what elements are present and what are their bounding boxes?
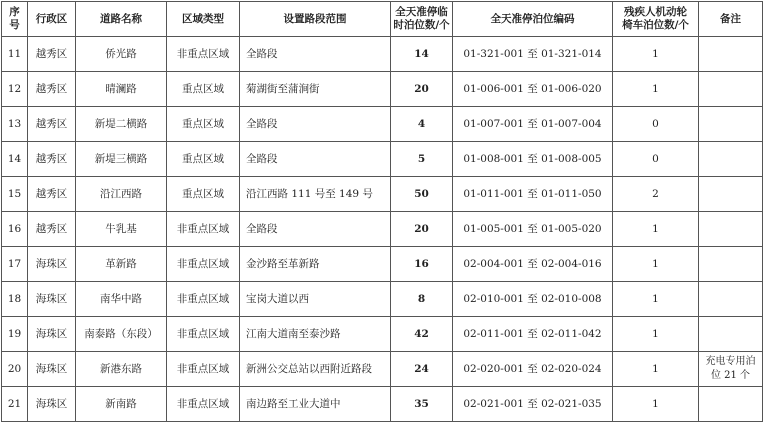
cell-count: 4 xyxy=(391,107,453,142)
table-row xyxy=(2,142,763,177)
cell-accessible: 1 xyxy=(613,212,699,247)
cell-note xyxy=(699,142,763,177)
cell-accessible: 0 xyxy=(613,142,699,177)
cell-accessible: 0 xyxy=(613,107,699,142)
table-row xyxy=(2,317,763,352)
cell-count: 24 xyxy=(391,352,453,387)
cell-zone: 非重点区域 xyxy=(167,282,240,317)
cell-zone: 非重点区域 xyxy=(167,37,240,72)
cell-count: 14 xyxy=(391,37,453,72)
cell-note: 充电专用泊 位 21 个 xyxy=(699,352,763,387)
cell-zone: 非重点区域 xyxy=(167,247,240,282)
header-accessible: 残疾人机动轮 椅车泊位数/个 xyxy=(613,2,699,37)
header-note: 备注 xyxy=(699,2,763,37)
header-seq: 序 号 xyxy=(2,2,28,37)
cell-road: 南泰路（东段） xyxy=(76,317,167,352)
cell-accessible: 1 xyxy=(613,247,699,282)
table-row xyxy=(2,282,763,317)
header-row xyxy=(2,2,763,37)
cell-accessible: 1 xyxy=(613,317,699,352)
cell-seq: 18 xyxy=(2,282,28,317)
cell-range: 南边路至工业大道中 xyxy=(240,387,391,422)
cell-road: 沿江西路 xyxy=(76,177,167,212)
cell-zone: 非重点区域 xyxy=(167,212,240,247)
cell-district: 越秀区 xyxy=(28,212,76,247)
cell-road: 南华中路 xyxy=(76,282,167,317)
cell-seq: 11 xyxy=(2,37,28,72)
table-row xyxy=(2,107,763,142)
cell-district: 越秀区 xyxy=(28,37,76,72)
table-row xyxy=(2,352,763,387)
header-zone: 区域类型 xyxy=(167,2,240,37)
cell-zone: 重点区域 xyxy=(167,177,240,212)
cell-codes: 02-021-001 至 02-021-035 xyxy=(453,387,613,422)
cell-codes: 01-008-001 至 01-008-005 xyxy=(453,142,613,177)
cell-range: 江南大道南至泰沙路 xyxy=(240,317,391,352)
cell-note xyxy=(699,212,763,247)
cell-count: 42 xyxy=(391,317,453,352)
cell-range: 全路段 xyxy=(240,212,391,247)
cell-count: 16 xyxy=(391,247,453,282)
cell-accessible: 1 xyxy=(613,352,699,387)
header-road: 道路名称 xyxy=(76,2,167,37)
header-district: 行政区 xyxy=(28,2,76,37)
cell-range: 宝岗大道以西 xyxy=(240,282,391,317)
cell-road: 新南路 xyxy=(76,387,167,422)
cell-codes: 02-011-001 至 02-011-042 xyxy=(453,317,613,352)
cell-codes: 02-010-001 至 02-010-008 xyxy=(453,282,613,317)
header-codes: 全天准停泊位编码 xyxy=(453,2,613,37)
cell-count: 20 xyxy=(391,72,453,107)
cell-codes: 01-011-001 至 01-011-050 xyxy=(453,177,613,212)
cell-road: 侨光路 xyxy=(76,37,167,72)
cell-range: 新洲公交总站以西附近路段 xyxy=(240,352,391,387)
cell-district: 越秀区 xyxy=(28,107,76,142)
cell-zone: 非重点区域 xyxy=(167,387,240,422)
cell-codes: 02-004-001 至 02-004-016 xyxy=(453,247,613,282)
cell-note xyxy=(699,387,763,422)
cell-seq: 14 xyxy=(2,142,28,177)
cell-count: 8 xyxy=(391,282,453,317)
cell-note xyxy=(699,37,763,72)
cell-seq: 20 xyxy=(2,352,28,387)
cell-count: 35 xyxy=(391,387,453,422)
cell-district: 越秀区 xyxy=(28,72,76,107)
cell-road: 革新路 xyxy=(76,247,167,282)
cell-district: 海珠区 xyxy=(28,387,76,422)
cell-district: 越秀区 xyxy=(28,177,76,212)
cell-count: 50 xyxy=(391,177,453,212)
cell-note xyxy=(699,72,763,107)
cell-zone: 非重点区域 xyxy=(167,317,240,352)
cell-zone: 重点区域 xyxy=(167,72,240,107)
cell-road: 晴澜路 xyxy=(76,72,167,107)
cell-codes: 01-006-001 至 01-006-020 xyxy=(453,72,613,107)
cell-seq: 19 xyxy=(2,317,28,352)
table-row xyxy=(2,177,763,212)
cell-note xyxy=(699,177,763,212)
cell-count: 5 xyxy=(391,142,453,177)
parking-table xyxy=(1,1,763,422)
cell-range: 全路段 xyxy=(240,37,391,72)
cell-seq: 15 xyxy=(2,177,28,212)
table-row xyxy=(2,247,763,282)
table-row xyxy=(2,37,763,72)
cell-road: 新港东路 xyxy=(76,352,167,387)
cell-zone: 非重点区域 xyxy=(167,352,240,387)
cell-district: 海珠区 xyxy=(28,352,76,387)
cell-road: 新堤三横路 xyxy=(76,142,167,177)
cell-note xyxy=(699,107,763,142)
cell-road: 新堤二横路 xyxy=(76,107,167,142)
cell-count: 20 xyxy=(391,212,453,247)
cell-district: 海珠区 xyxy=(28,247,76,282)
cell-codes: 01-007-001 至 01-007-004 xyxy=(453,107,613,142)
cell-accessible: 1 xyxy=(613,37,699,72)
table-row xyxy=(2,212,763,247)
cell-accessible: 1 xyxy=(613,387,699,422)
cell-range: 金沙路至革新路 xyxy=(240,247,391,282)
cell-district: 海珠区 xyxy=(28,317,76,352)
cell-note xyxy=(699,247,763,282)
table-row xyxy=(2,387,763,422)
cell-accessible: 2 xyxy=(613,177,699,212)
cell-codes: 01-321-001 至 01-321-014 xyxy=(453,37,613,72)
cell-range: 菊湖街至蒲涧街 xyxy=(240,72,391,107)
cell-accessible: 1 xyxy=(613,72,699,107)
cell-codes: 02-020-001 至 02-020-024 xyxy=(453,352,613,387)
cell-range: 沿江西路 111 号至 149 号 xyxy=(240,177,391,212)
header-range: 设置路段范围 xyxy=(240,2,391,37)
cell-range: 全路段 xyxy=(240,107,391,142)
cell-codes: 01-005-001 至 01-005-020 xyxy=(453,212,613,247)
cell-seq: 16 xyxy=(2,212,28,247)
cell-note xyxy=(699,282,763,317)
cell-range: 全路段 xyxy=(240,142,391,177)
header-count: 全天准停临 时泊位数/个 xyxy=(391,2,453,37)
cell-road: 牛乳基 xyxy=(76,212,167,247)
cell-zone: 重点区域 xyxy=(167,107,240,142)
cell-seq: 21 xyxy=(2,387,28,422)
cell-district: 海珠区 xyxy=(28,282,76,317)
table-row xyxy=(2,72,763,107)
cell-seq: 12 xyxy=(2,72,28,107)
cell-seq: 17 xyxy=(2,247,28,282)
cell-zone: 重点区域 xyxy=(167,142,240,177)
cell-note xyxy=(699,317,763,352)
cell-accessible: 1 xyxy=(613,282,699,317)
cell-seq: 13 xyxy=(2,107,28,142)
cell-district: 越秀区 xyxy=(28,142,76,177)
